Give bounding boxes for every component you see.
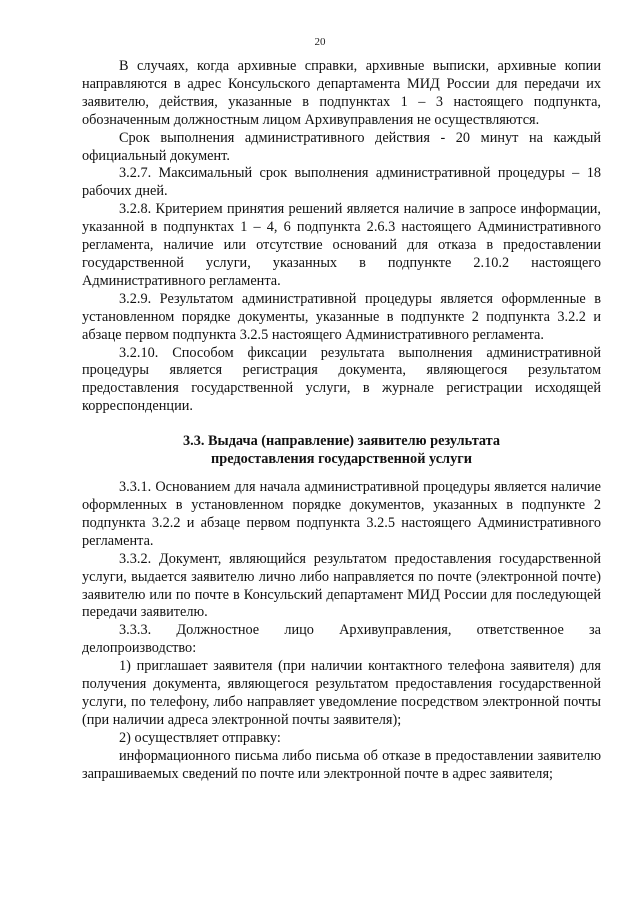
paragraph-3-2-8: 3.2.8. Критерием принятия решений является наличие в запросе информации, указанной в подпунктах 1 – 4, 6 подпункта 2.6.3 настоящего Административного регламента, наличие или отсутствие оснований для отказа в предоставлении государственной услуги, указанных в подпункте 2.10.2 настоящего Административного регламента. bbox=[82, 201, 601, 289]
document-body bbox=[82, 58, 601, 784]
list-item-1: 1) приглашает заявителя (при наличии контактного телефона заявителя) для получения документа, являющегося результатом предоставления государственной услуги, по телефону, либо направляет уведомление посредством электронной почты (при наличии адреса электронной почты заявителя); bbox=[82, 658, 601, 728]
section-heading-line-1: 3.3. Выдача (направление) заявителю результата bbox=[182, 433, 501, 450]
paragraph-3-3-3: 3.3.3. Должностное лицо Архивуправления, ответственное за делопроизводство: bbox=[82, 622, 601, 657]
paragraph-3-3-1: 3.3.1. Основанием для начала административной процедуры является наличие оформленных в установленном порядке документов, указанных в подпункте 2 подпункта 3.2.2 и абзаце первом подпункта 3.2.5 настоящего Административного регламента. bbox=[82, 479, 601, 549]
paragraph-3-2-7: 3.2.7. Максимальный срок выполнения административной процедуры – 18 рабочих дней. bbox=[82, 165, 601, 200]
page-number: 20 bbox=[314, 36, 326, 48]
section-heading-line-2: предоставления государственной услуги bbox=[211, 451, 472, 468]
paragraph-archive-copies: В случаях, когда архивные справки, архивные выписки, архивные копии направляются в адрес Консульского департамента МИД России для передачи их заявителю, действия, указанные в подпунктах 1 – 3 настоящего подпункта, обозначенным должностным лицом Архивуправления не осуществляются. bbox=[82, 58, 601, 128]
paragraph-3-2-9: 3.2.9. Результатом административной процедуры является оформленные в установленном порядке документы, указанные в подпункте 2 подпункта 3.2.2 и абзаце первом подпункта 3.2.5 настоящего Административного регламента. bbox=[82, 290, 601, 343]
list-item-2: 2) осуществляет отправку: bbox=[119, 729, 281, 746]
paragraph-3-3-2: 3.3.2. Документ, являющийся результатом предоставления государственной услуги, выдается заявителю лично либо направляется по почте (электронной почте) заявителю или по почте в Консульский департамент МИД России для последующей передачи заявителю. bbox=[82, 550, 601, 621]
section-heading-3-3 bbox=[82, 432, 601, 468]
paragraph-action-term: Срок выполнения административного действия - 20 минут на каждый официальный документ. bbox=[82, 129, 601, 164]
paragraph-3-2-10: 3.2.10. Способом фиксации результата выполнения административной процедуры является регистрация документа, являющегося результатом предоставления государственной услуги, в журнале регистрации исходящей корреспонденции. bbox=[82, 344, 601, 415]
paragraph-information-letter: информационного письма либо письма об отказе в предоставлении заявителю запрашиваемых сведений по почте или электронной почте в адрес заявителя; bbox=[82, 747, 601, 782]
